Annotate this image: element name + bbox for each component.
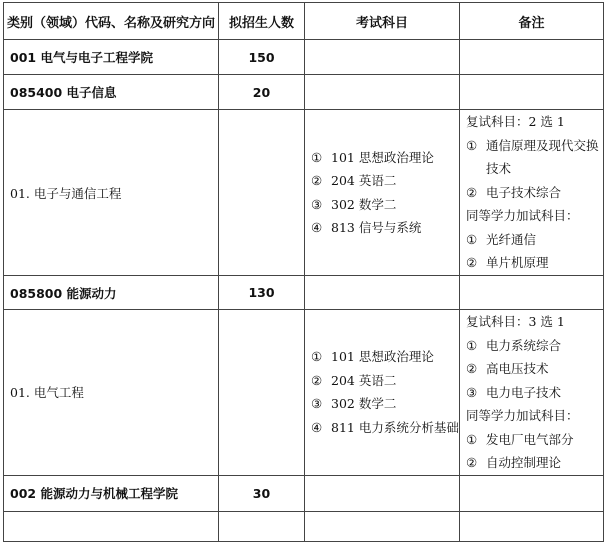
exam-subjects (305, 110, 460, 276)
school-name: 002 能源动力与机械工程学院 (4, 475, 219, 511)
exam-item: ④ 811 电力系统分析基础 (311, 419, 459, 435)
quota-value (219, 310, 305, 476)
extra-item: ① 光纤通信 (466, 231, 537, 247)
retest-item: ① 通信原理及现代交换技术 (466, 137, 599, 177)
quota-value (219, 511, 305, 541)
exam-item: ① 101 思想政治理论 (311, 349, 434, 365)
direction-name: 01. 电子与通信工程 (4, 110, 219, 276)
note-cell (460, 276, 604, 310)
table-row (4, 475, 604, 511)
extra-item: ② 单片机原理 (466, 255, 549, 271)
retest-item: ① 电力系统综合 (466, 337, 562, 353)
exam-cell (305, 511, 460, 541)
school-name: 001 电气与电子工程学院 (4, 40, 219, 75)
exam-item: ③ 302 数学二 (311, 396, 397, 412)
exam-item: ① 101 思想政治理论 (311, 149, 434, 165)
quota-value (219, 110, 305, 276)
extra-item: ① 发电厂电气部分 (466, 431, 574, 447)
quota-value: 20 (219, 75, 305, 110)
retest-item: ② 高电压技术 (466, 361, 549, 376)
note-cell (460, 75, 604, 110)
table-row (4, 110, 604, 276)
retest-item: ③ 电力电子技术 (466, 384, 562, 400)
admission-table-container (3, 2, 603, 542)
table-row (4, 40, 604, 75)
exam-subjects (305, 310, 460, 476)
table-row (4, 75, 604, 110)
header-quota: 拟招生人数 (219, 3, 305, 40)
table-row (4, 310, 604, 476)
table-row (4, 511, 604, 541)
retest-title: 复试科目：2 选 1 (466, 114, 565, 130)
extra-item: ② 自动控制理论 (466, 455, 562, 470)
extra-title: 同等学力加试科目： (466, 208, 579, 224)
extra-title: 同等学力加试科目： (466, 408, 579, 423)
note-cell (460, 475, 604, 511)
exam-item: ② 204 英语二 (311, 173, 397, 188)
exam-item: ④ 813 信号与系统 (311, 220, 422, 235)
note-remarks (460, 310, 604, 476)
exam-cell (305, 40, 460, 75)
exam-cell (305, 475, 460, 511)
exam-item: ③ 302 数学二 (311, 196, 397, 212)
quota-value: 30 (219, 475, 305, 511)
retest-item: ② 电子技术综合 (466, 184, 562, 200)
header-exam: 考试科目 (305, 3, 460, 40)
category-cell (4, 511, 219, 541)
exam-item: ② 204 英语二 (311, 372, 397, 388)
header-row (4, 3, 604, 40)
header-note: 备注 (460, 3, 604, 40)
major-name: 085800 能源动力 (4, 276, 219, 310)
retest-title: 复试科目：3 选 1 (466, 314, 565, 329)
table-row (4, 276, 604, 310)
note-cell (460, 511, 604, 541)
quota-value: 130 (219, 276, 305, 310)
admission-table (3, 2, 604, 542)
exam-cell (305, 75, 460, 110)
quota-value: 150 (219, 40, 305, 75)
major-name: 085400 电子信息 (4, 75, 219, 110)
header-category: 类别（领域）代码、名称及研究方向 (4, 3, 219, 40)
direction-name: 01. 电气工程 (4, 310, 219, 476)
exam-cell (305, 276, 460, 310)
note-cell (460, 40, 604, 75)
note-remarks (460, 110, 604, 276)
